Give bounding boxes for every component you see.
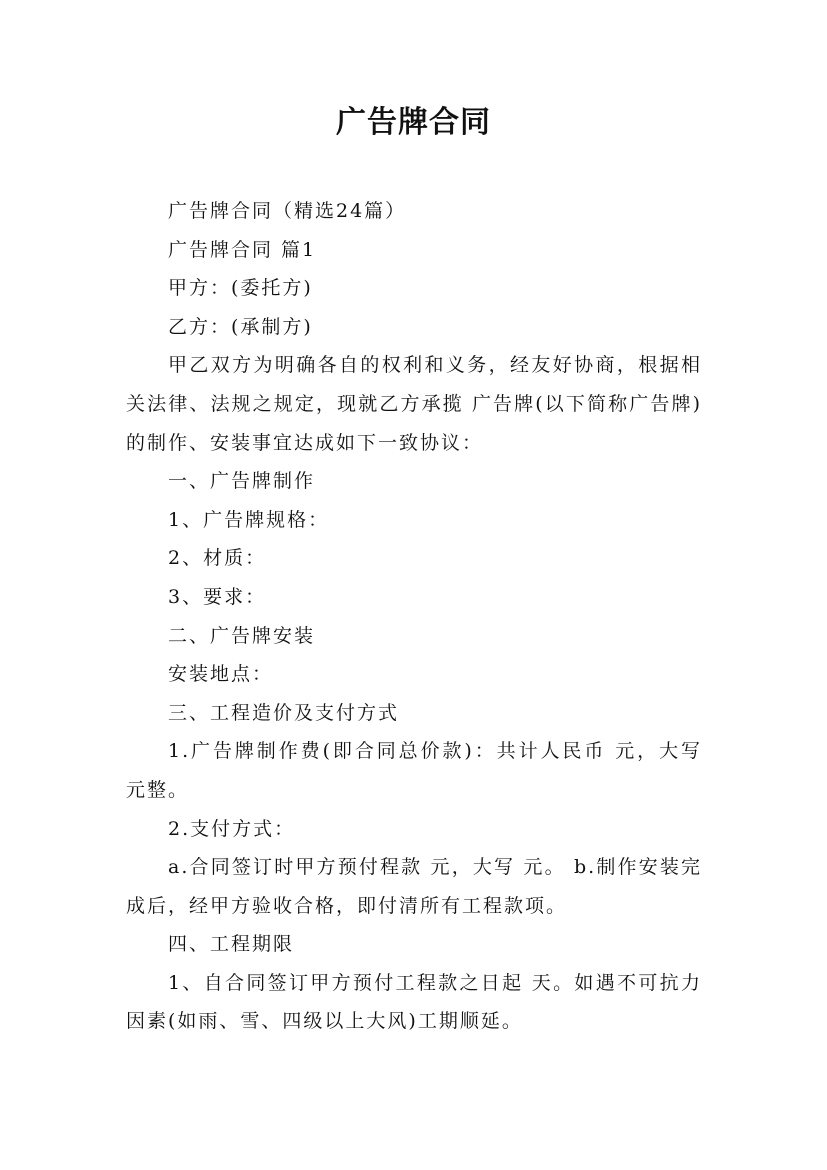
paragraph-duration-terms: 1、自合同签订甲方预付工程款之日起 天。如遇不可抗力因素(如雨、雪、四级以上大风)工期顺延。 — [126, 971, 702, 1033]
paragraph-heading-cost: 三、工程造价及支付方式 — [168, 701, 400, 724]
paragraph-spec: 1、广告牌规格： — [168, 508, 330, 531]
document-title: 广告牌合同 — [336, 105, 491, 140]
paragraph-heading-installation: 二、广告牌安装 — [168, 624, 316, 647]
paragraph-party-a: 甲方：(委托方) — [168, 277, 313, 300]
paragraph-material: 2、材质： — [168, 547, 267, 570]
document-body — [126, 192, 702, 1041]
paragraph-subtitle: 广告牌合同（精选24篇） — [168, 200, 407, 222]
paragraph-preamble: 甲乙双方为明确各自的权利和义务，经友好协商，根据相关法律、法规之规定，现就乙方承揽 广告牌(以下简称广告牌)的制作、安装事宜达成如下一致协议： — [126, 354, 702, 454]
paragraph-heading-production: 一、广告牌制作 — [168, 470, 316, 493]
paragraph-requirements: 3、要求： — [168, 585, 267, 608]
paragraph-payment-terms: a.合同签订时甲方预付程款 元，大写 元。 b.制作安装完成后，经甲方验收合格，即付清所有工程款项。 — [126, 856, 702, 917]
paragraph-heading-duration: 四、工程期限 — [168, 933, 295, 956]
paragraph-install-location: 安装地点： — [168, 663, 274, 686]
paragraph-section-heading: 广告牌合同 篇1 — [168, 238, 317, 261]
paragraph-production-fee: 1.广告牌制作费(即合同总价款)：共计人民币 元，大写 元整。 — [126, 740, 702, 801]
paragraph-payment-method: 2.支付方式： — [168, 817, 296, 840]
paragraph-party-b: 乙方：(承制方) — [168, 315, 313, 338]
